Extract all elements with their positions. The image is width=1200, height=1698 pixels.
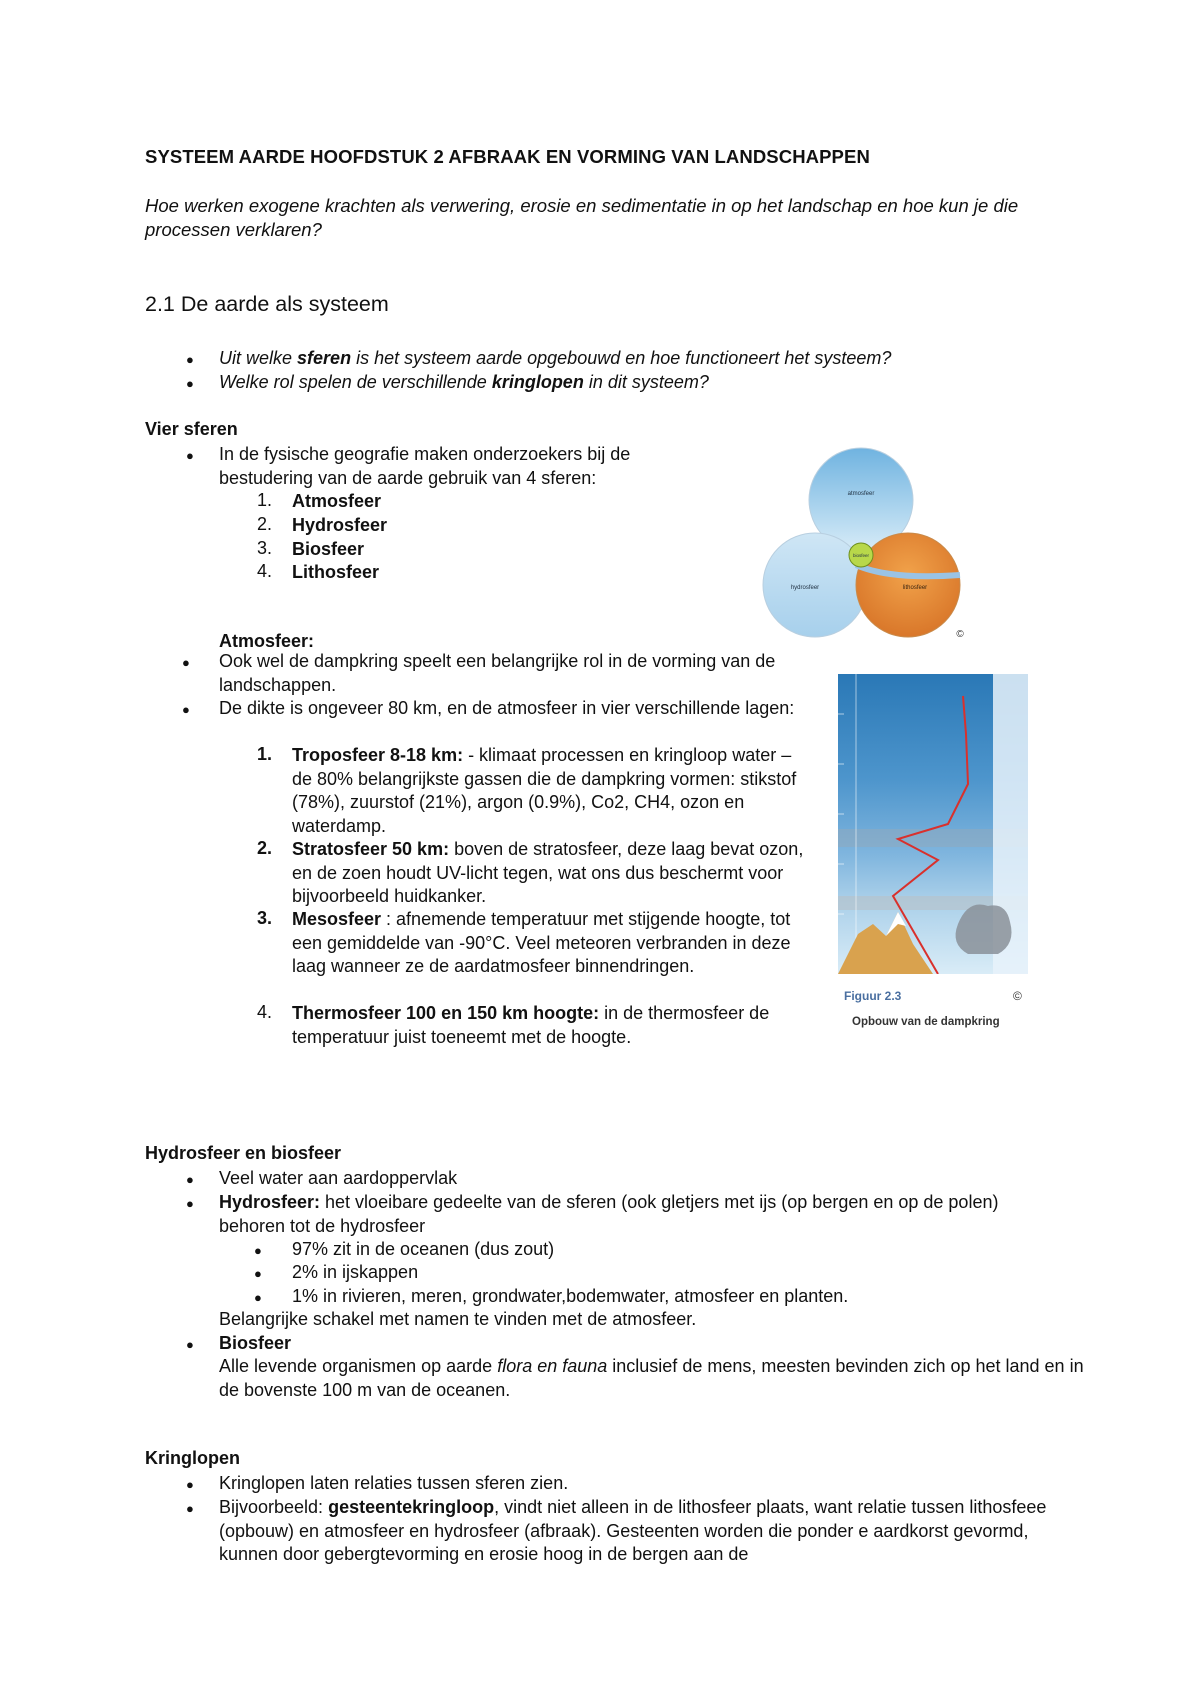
- layer-number: 4.: [256, 1002, 272, 1022]
- kringlopen-bullet-2: Bijvoorbeeld: gesteentekringloop, vindt niet alleen in de lithosfeer plaats, want relatie tussen lithosfeee (opbouw) en atmosfeer en hydrosfeer (afbraak). Gesteenten worden die ponder e aardkorst gevormd, kunnen door gebergtevorming en erosie hoog in de bergen aan de: [219, 1497, 1047, 1564]
- intro-question: Hoe werken exogene krachten als verwering, erosie en sedimentatie in op het landschap en hoe kun je die processen verklaren?: [145, 195, 1019, 240]
- list-number: 1.: [256, 490, 272, 510]
- hydro-bullet-1: Veel water aan aardoppervlak: [219, 1168, 458, 1188]
- atmosfeer-bullet-2: De dikte is ongeveer 80 km, en de atmosfeer in vier verschillende lagen:: [219, 698, 795, 718]
- kringlopen-heading: Kringlopen: [145, 1448, 240, 1468]
- figure-label: Figuur 2.3: [844, 989, 902, 1003]
- document-title: SYSTEEM AARDE HOOFDSTUK 2 AFBRAAK EN VORMING VAN LANDSCHAPPEN: [145, 146, 870, 167]
- list-number: 3.: [256, 538, 272, 558]
- layer-stratosfeer: Stratosfeer 50 km: boven de stratosfeer, deze laag bevat ozon, en de zoen houdt UV-licht tegen, wat ons dus beschermt voor bijvoorbeeld huidkanker.: [292, 839, 804, 906]
- list-item: Lithosfeer: [292, 562, 380, 582]
- layer-thermosfeer: Thermosfeer 100 en 150 km hoogte: in de thermosfeer de temperatuur juist toeneemt met de hoogte.: [292, 1003, 770, 1047]
- list-item: Hydrosfeer: [292, 515, 388, 535]
- spheres-diagram: [760, 445, 975, 645]
- list-item: Atmosfeer: [292, 491, 382, 511]
- section-heading: 2.1 De aarde als systeem: [145, 292, 389, 316]
- hydro-sub-3: 1% in rivieren, meren, grondwater,bodemwater, atmosfeer en planten.: [292, 1286, 849, 1306]
- atmosfeer-bullet-1: Ook wel de dampkring speelt een belangrijke rol in de vorming van de landschappen.: [219, 651, 776, 695]
- vier-sferen-intro: In de fysische geografie maken onderzoekers bij de bestudering van de aarde gebruik van 4 sferen:: [219, 444, 631, 488]
- question-1: Uit welke sferen is het systeem aarde opgebouwd en hoe functioneert het systeem?: [219, 348, 892, 368]
- layer-mesosfeer: Mesosfeer : afnemende temperatuur met stijgende hoogte, tot een gemiddelde van -90°C. Veel meteoren verbranden in deze laag wanneer ze de aardatmosfeer binnendringen.: [292, 909, 791, 976]
- question-2: Welke rol spelen de verschillende kringlopen in dit systeem?: [219, 372, 709, 392]
- list-number: 4.: [256, 561, 272, 581]
- layer-troposfeer: Troposfeer 8-18 km: - klimaat processen en kringloop water – de 80% belangrijkste gassen die de dampkring vormen: stikstof (78%), zuurstof (21%), argon (0.9%), Co2, CH4, ozon en waterdamp.: [292, 745, 797, 836]
- bullet: ●: [254, 1266, 262, 1281]
- bullet: ●: [186, 1172, 194, 1187]
- bullet: ●: [186, 448, 194, 463]
- label-biosfeer: biosfeer: [852, 553, 870, 558]
- figure-caption: Opbouw van de dampkring: [852, 1016, 1000, 1028]
- figure-copyright: ©: [1013, 989, 1022, 1003]
- bullet: ●: [186, 352, 194, 367]
- layer-number: 1.: [256, 744, 272, 764]
- copyright-mark: ©: [956, 629, 964, 640]
- hydro-heading: Hydrosfeer en biosfeer: [145, 1143, 342, 1163]
- bullet: ●: [182, 655, 190, 670]
- bullet: ●: [186, 376, 194, 391]
- biosfeer-heading: Biosfeer: [219, 1333, 292, 1353]
- bullet: ●: [186, 1501, 194, 1516]
- kringlopen-bullet-1: Kringlopen laten relaties tussen sferen zien.: [219, 1473, 569, 1493]
- hydro-sub-1: 97% zit in de oceanen (dus zout): [292, 1239, 555, 1259]
- list-item: Biosfeer: [292, 539, 365, 559]
- label-lithosfeer: lithosfeer: [902, 585, 928, 591]
- bullet: ●: [186, 1196, 194, 1211]
- hydro-sub-2: 2% in ijskappen: [292, 1262, 419, 1282]
- list-number: 2.: [256, 514, 272, 534]
- atmosfeer-heading: Atmosfeer:: [219, 631, 315, 651]
- atmosphere-figure: [838, 674, 1028, 1036]
- bullet: ●: [186, 1477, 194, 1492]
- hydro-after: Belangrijke schakel met namen te vinden met de atmosfeer.: [219, 1309, 697, 1329]
- bullet: ●: [254, 1243, 262, 1258]
- biosfeer-text: Alle levende organismen op aarde flora en fauna inclusief de mens, meesten bevinden zich op het land en in de bovenste 100 m van de oceanen.: [219, 1356, 1084, 1400]
- layer-number: 2.: [256, 838, 272, 858]
- bullet: ●: [186, 1337, 194, 1352]
- vier-sferen-heading: Vier sferen: [145, 419, 238, 439]
- label-hydrosfeer: hydrosfeer: [790, 585, 820, 591]
- label-atmosfeer: atmosfeer: [847, 491, 875, 497]
- hydro-bullet-2: Hydrosfeer: het vloeibare gedeelte van de sferen (ook gletjers met ijs (op bergen en op de polen) behoren tot de hydrosfeer: [219, 1192, 999, 1236]
- bullet: ●: [254, 1290, 262, 1305]
- layer-number: 3.: [256, 908, 272, 928]
- bullet: ●: [182, 702, 190, 717]
